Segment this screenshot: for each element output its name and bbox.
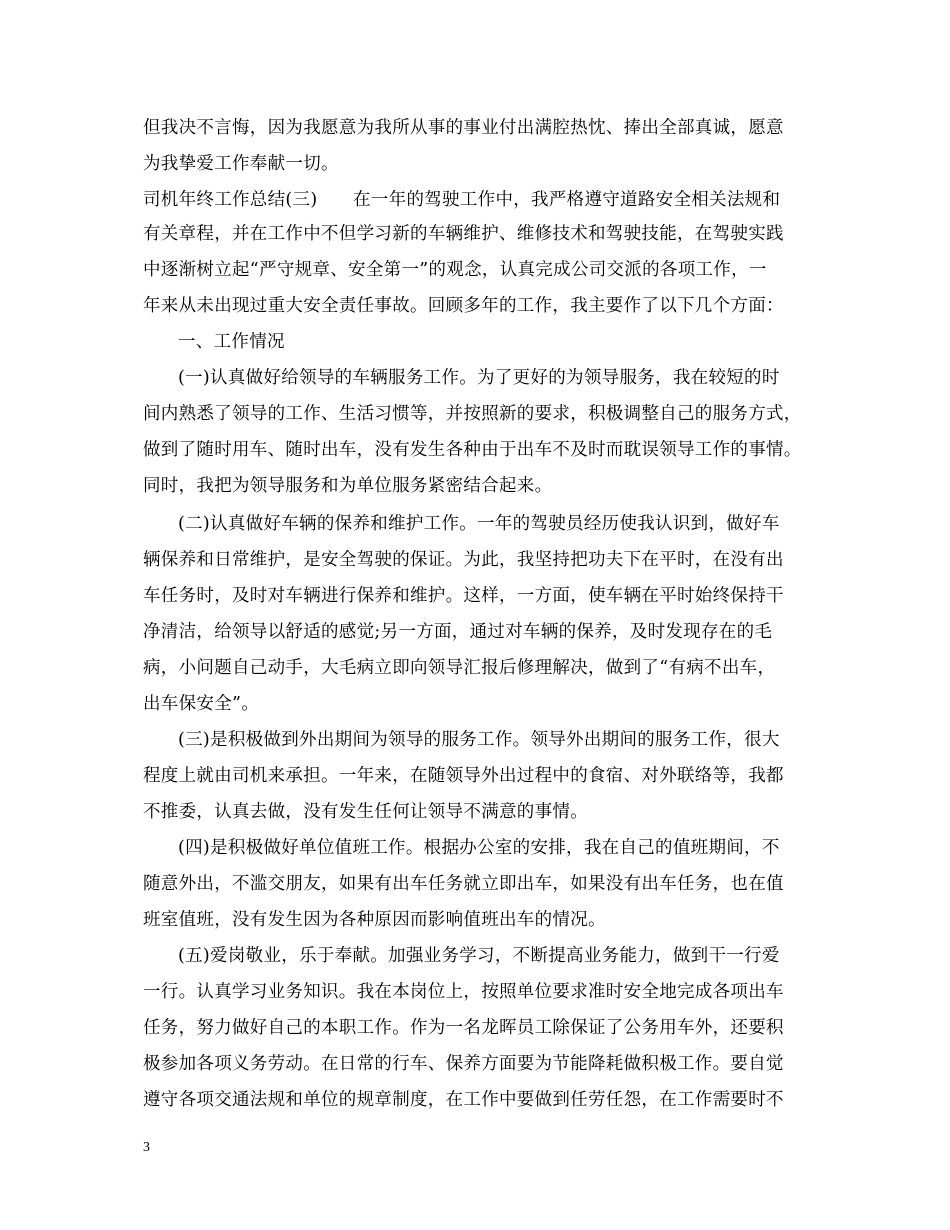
paragraph-first-line: (四)是积极做好单位值班工作。根据办公室的安排，我在自己的值班期间，不 <box>178 838 780 858</box>
paragraph-first-line: (五)爱岗敬业，乐于奉献。加强业务学习，不断提高业务能力，做到干一行爱 <box>178 946 780 966</box>
text-line: 但我决不言悔，因为我愿意为我所从事的事业付出满腔热忱、捧出全部真诚，愿意 <box>143 118 784 138</box>
text-line: 班室值班，没有发生因为各种原因而影响值班出车的情况。 <box>143 910 606 930</box>
text-line: 任务，努力做好自己的本职工作。作为一名龙晖员工除保证了公务用车外，还要积 <box>143 1018 784 1038</box>
page-number: 3 <box>143 1140 150 1155</box>
text-line: 程度上就由司机来承担。一年来，在随领导外出过程中的食宿、对外联络等，我都 <box>143 766 784 786</box>
text-line: 车任务时，及时对车辆进行保养和维护。这样，一方面，使车辆在平时始终保持干 <box>143 586 784 606</box>
text-line: 不推委，认真去做，没有发生任何让领导不满意的事情。 <box>143 802 588 822</box>
text-line: 间内熟悉了领导的工作、生活习惯等，并按照新的要求，积极调整自己的服务方式， <box>143 404 802 424</box>
text-line: 辆保养和日常维护，是安全驾驶的保证。为此，我坚持把功夫下在平时，在没有出 <box>143 550 784 570</box>
text-line: 有关章程，并在工作中不但学习新的车辆维护、维修技术和驾驶技能，在驾驶实践 <box>143 224 784 244</box>
paragraph-first-line: (二)认真做好车辆的保养和维护工作。一年的驾驶员经历使我认识到，做好车 <box>178 514 780 534</box>
text-line: 做到了随时用车、随时出车，没有发生各种由于出车不及时而耽误领导工作的事情。 <box>143 440 802 460</box>
text-line: 为我挚爱工作奉献一切。 <box>143 154 339 174</box>
text-line: 中逐渐树立起“严守规章、安全第一”的观念，认真完成公司交派的各项工作，一 <box>143 260 767 280</box>
text-line: 遵守各项交通法规和单位的规章制度，在工作中要做到任劳任怨，在工作需要时不 <box>143 1090 784 1110</box>
subheading-work-status: 一、工作情况 <box>178 332 285 352</box>
section-heading-line: 司机年终工作总结(三) 在一年的驾驶工作中，我严格遵守道路安全相关法规和 <box>143 190 781 210</box>
text-line: 随意外出，不滥交朋友，如果有出车任务就立即出车，如果没有出车任务，也在值 <box>143 874 784 894</box>
text-line: 同时，我把为领导服务和为单位服务紧密结合起来。 <box>143 476 553 496</box>
paragraph-first-line: (三)是积极做到外出期间为领导的服务工作。领导外出期间的服务工作，很大 <box>178 730 780 750</box>
text-line: 一行。认真学习业务知识。我在本岗位上，按照单位要求准时安全地完成各项出车 <box>143 982 784 1002</box>
paragraph-first-line: (一)认真做好给领导的车辆服务工作。为了更好的为领导服务，我在较短的时 <box>178 368 780 388</box>
text-line: 出车保安全”。 <box>143 694 260 714</box>
text-line: 净清洁，给领导以舒适的感觉;另一方面，通过对车辆的保养，及时发现存在的毛 <box>143 622 773 642</box>
text-line: 年来从未出现过重大安全责任事故。回顾多年的工作，我主要作了以下几个方面： <box>143 296 784 316</box>
text-line: 病，小问题自己动手，大毛病立即向领导汇报后修理解决，做到了“有病不出车， <box>143 658 776 678</box>
text-line: 极参加各项义务劳动。在日常的行车、保养方面要为节能降耗做积极工作。要自觉 <box>143 1054 784 1074</box>
